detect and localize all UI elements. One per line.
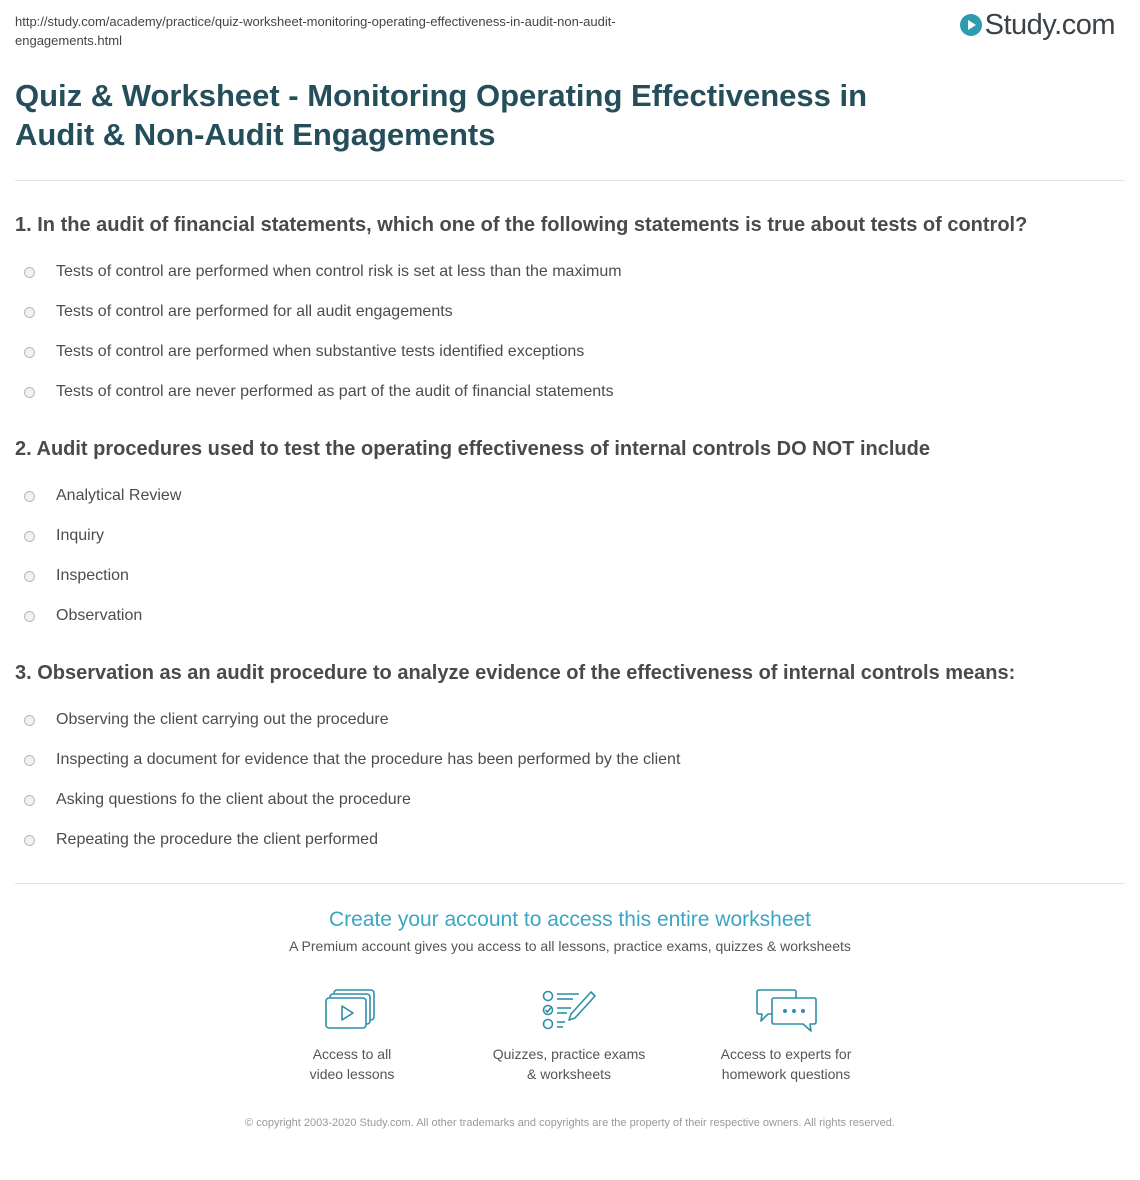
- radio-button-icon[interactable]: [24, 611, 35, 622]
- logo-text: Study.com: [984, 8, 1115, 41]
- answer-label: Inspection: [56, 567, 129, 584]
- cta-subtitle: A Premium account gives you access to all lessons, practice exams, quizzes & worksheets: [289, 938, 851, 954]
- question-1: [15, 212, 1125, 412]
- feature-label-line: Quizzes, practice exams: [492, 1046, 646, 1062]
- answer-label: Tests of control are performed when control risk is set at less than the maximum: [56, 263, 622, 280]
- radio-button-icon[interactable]: [24, 491, 35, 502]
- title-divider: [15, 180, 1125, 181]
- answer-label: Inspecting a document for evidence that the procedure has been performed by the client: [56, 751, 681, 768]
- feature-label-line: video lessons: [309, 1066, 395, 1082]
- answer-label: Inquiry: [56, 527, 105, 544]
- answer-option[interactable]: [15, 252, 1125, 292]
- answer-option[interactable]: [15, 476, 1125, 516]
- question-text: 1. In the audit of financial statements, which one of the following statements is true about tests of control?: [15, 214, 1028, 236]
- answer-label: Tests of control are never performed as part of the audit of financial statements: [56, 383, 614, 400]
- study-logo[interactable]: [960, 10, 1115, 40]
- radio-button-icon[interactable]: [24, 715, 35, 726]
- answer-label: Observing the client carrying out the procedure: [56, 711, 389, 728]
- premium-cta: [0, 906, 1140, 955]
- answer-option[interactable]: [15, 556, 1125, 596]
- feature-experts: [686, 988, 886, 1084]
- play-logo-icon: [960, 14, 982, 36]
- answer-option[interactable]: [15, 740, 1125, 780]
- answer-option[interactable]: [15, 596, 1125, 636]
- answer-option[interactable]: [15, 516, 1125, 556]
- radio-button-icon[interactable]: [24, 755, 35, 766]
- answer-label: Observation: [56, 607, 143, 624]
- answer-option[interactable]: [15, 820, 1125, 860]
- premium-features: [0, 988, 1140, 1088]
- radio-button-icon[interactable]: [24, 795, 35, 806]
- feature-label-line: homework questions: [721, 1066, 851, 1082]
- feature-label-line: Access to experts for: [720, 1046, 852, 1062]
- answer-label: Repeating the procedure the client performed: [56, 831, 378, 848]
- answer-label: Analytical Review: [56, 487, 182, 504]
- feature-quizzes: [469, 988, 669, 1084]
- question-2: [15, 436, 1125, 636]
- answer-option[interactable]: [15, 700, 1125, 740]
- feature-label-line: & worksheets: [526, 1066, 612, 1082]
- feature-video-lessons: [252, 988, 452, 1084]
- cta-divider: [15, 883, 1125, 884]
- create-account-link[interactable]: Create your account to access this entire worksheet: [328, 908, 812, 931]
- answer-options: [15, 700, 1125, 860]
- quiz-checklist-icon: [541, 988, 597, 1034]
- page-url: http://study.com/academy/practice/quiz-worksheet-monitoring-operating-effectiveness-in-audit-non-audit-engagements.html: [15, 14, 616, 48]
- copyright-notice: © copyright 2003-2020 Study.com. All other trademarks and copyrights are the property of their respective owners. All rights reserved.: [245, 1117, 895, 1129]
- question-3: [15, 660, 1125, 860]
- radio-button-icon[interactable]: [24, 387, 35, 398]
- radio-button-icon[interactable]: [24, 835, 35, 846]
- answer-label: Tests of control are performed for all audit engagements: [56, 303, 453, 320]
- answer-label: Tests of control are performed when substantive tests identified exceptions: [56, 343, 585, 360]
- answer-options: [15, 252, 1125, 412]
- chat-bubbles-icon: [754, 988, 818, 1034]
- answer-label: Asking questions fo the client about the procedure: [56, 791, 411, 808]
- answer-option[interactable]: [15, 372, 1125, 412]
- answer-option[interactable]: [15, 780, 1125, 820]
- radio-button-icon[interactable]: [24, 571, 35, 582]
- answer-option[interactable]: [15, 332, 1125, 372]
- radio-button-icon[interactable]: [24, 531, 35, 542]
- page-header: [15, 8, 1125, 52]
- question-text: 2. Audit procedures used to test the operating effectiveness of internal controls DO NOT include: [15, 438, 930, 460]
- radio-button-icon[interactable]: [24, 267, 35, 278]
- answer-options: [15, 476, 1125, 636]
- question-text: 3. Observation as an audit procedure to analyze evidence of the effectiveness of internal controls means:: [15, 662, 1016, 684]
- radio-button-icon[interactable]: [24, 347, 35, 358]
- radio-button-icon[interactable]: [24, 307, 35, 318]
- feature-label-line: Access to all: [312, 1046, 392, 1062]
- page-title: Quiz & Worksheet - Monitoring Operating Effectiveness in Audit & Non-Audit Engagements: [15, 78, 868, 152]
- video-lessons-icon: [325, 988, 379, 1034]
- answer-option[interactable]: [15, 292, 1125, 332]
